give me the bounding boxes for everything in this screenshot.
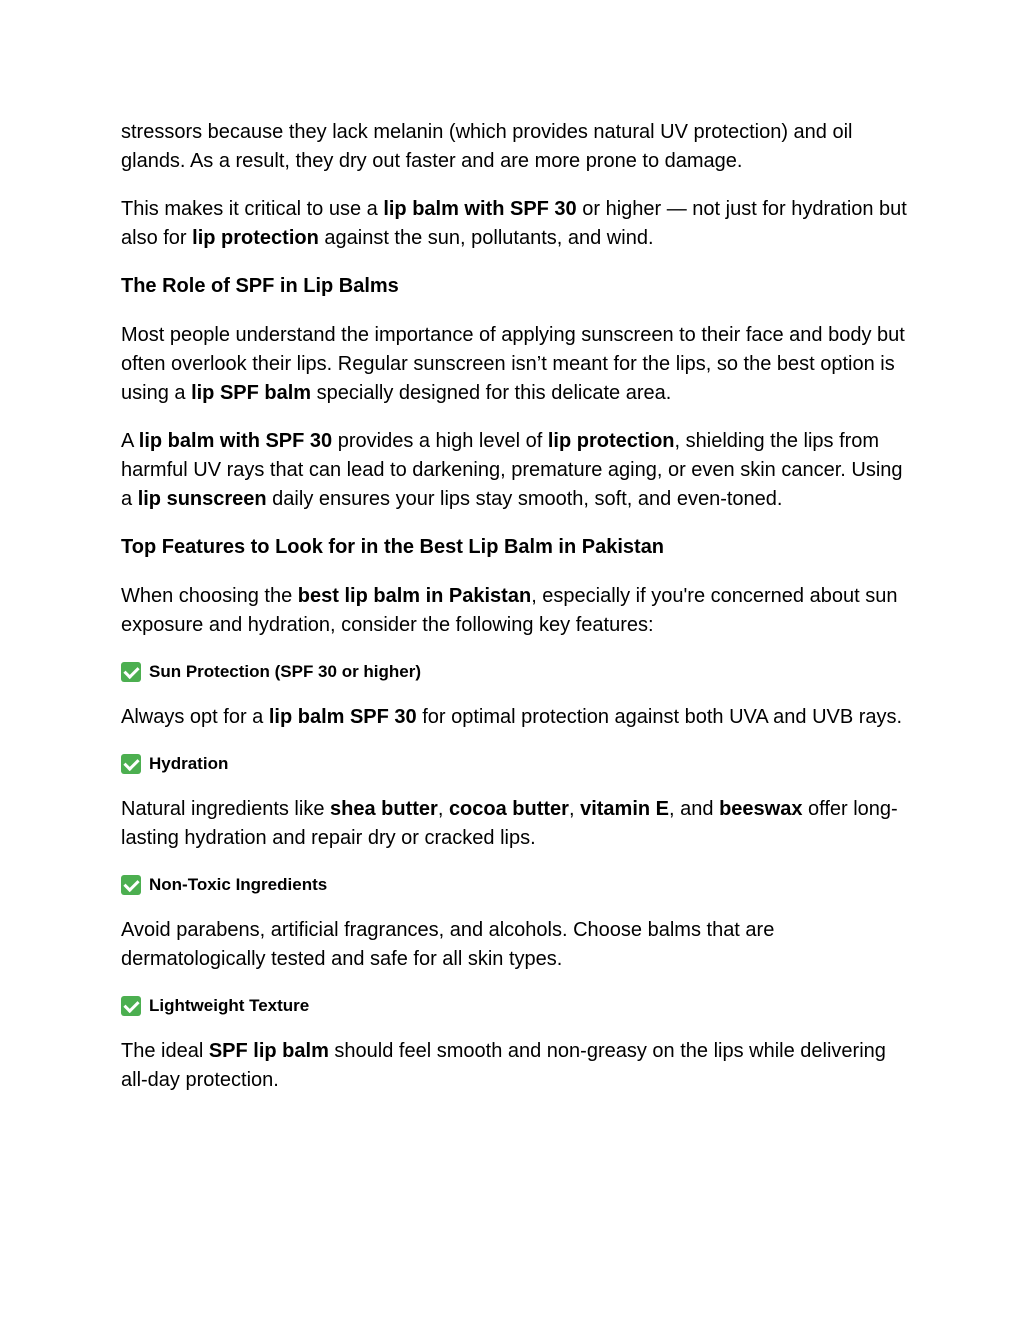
feature-heading-non-toxic — [121, 872, 911, 898]
text-run: This makes it critical to use a — [121, 198, 384, 220]
text-run: , — [568, 798, 581, 820]
section-heading-role-of-spf: The Role of SPF in Lip Balms — [121, 275, 399, 297]
text-run: The ideal — [121, 1040, 209, 1062]
paragraph-non-toxic — [121, 916, 911, 974]
feature-heading-lightweight — [121, 993, 911, 1019]
feature-title: Hydration — [149, 754, 229, 773]
text-run: When choosing the — [121, 585, 298, 607]
feature-title: Lightweight Texture — [149, 996, 310, 1015]
paragraph-lightweight — [121, 1037, 911, 1095]
bold-term: lip SPF balm — [191, 382, 312, 404]
text-run: Avoid parabens, artificial fragrances, and alcohols. Choose balms that are dermatologically tested and safe for all skin types. — [121, 919, 775, 970]
feature-heading-sun-protection — [121, 659, 911, 685]
text-run: should feel smooth and non-greasy on the lips while delivering all-day protection. — [121, 1040, 886, 1091]
bold-term: beeswax — [719, 798, 803, 820]
bold-term: lip balm SPF 30 — [268, 706, 417, 728]
text-run: Always opt for a — [121, 706, 269, 728]
bold-term: lip protection — [192, 227, 319, 249]
section-heading-top-features: Top Features to Look for in the Best Lip Balm in Pakistan — [121, 536, 665, 558]
text-run: A — [121, 430, 139, 452]
text-run: for optimal protection against both UVA and UVB rays. — [416, 706, 903, 728]
paragraph-importance-sunscreen — [121, 321, 911, 408]
check-mark-icon — [121, 754, 141, 774]
check-mark-icon — [121, 875, 141, 895]
text-run: offer long-lasting hydration and repair dry or cracked lips. — [121, 798, 898, 849]
text-run: , especially if you're concerned about sun exposure and hydration, consider the following key features: — [121, 585, 898, 636]
text-run: Natural ingredients like — [121, 798, 330, 820]
feature-title: Sun Protection (SPF 30 or higher) — [149, 662, 422, 681]
check-mark-icon — [121, 996, 141, 1016]
text-run: daily ensures your lips stay smooth, soft, and even-toned. — [266, 488, 783, 510]
bold-term: best lip balm in Pakistan — [297, 585, 532, 607]
paragraph-choosing-balm — [121, 582, 911, 640]
text-run: against the sun, pollutants, and wind. — [318, 227, 654, 249]
text-run: , shielding the lips from harmful UV rays that can lead to darkening, premature aging, or even skin cancer. Using a — [121, 430, 903, 510]
document-page — [121, 118, 911, 1114]
feature-heading-hydration — [121, 751, 911, 777]
text-run: , — [437, 798, 449, 820]
bold-term: cocoa butter — [448, 798, 569, 820]
text-run: stressors because they lack melanin (which provides natural UV protection) and oil glands. As a result, they dry out faster and are more prone to damage. — [121, 121, 853, 172]
bold-term: lip protection — [547, 430, 675, 452]
paragraph-sun-protection — [121, 703, 911, 732]
text-run: specially designed for this delicate area. — [311, 382, 672, 404]
text-run: , and — [669, 798, 720, 820]
paragraph-spf30-protection — [121, 427, 911, 514]
bold-term: SPF lip balm — [208, 1040, 329, 1062]
paragraph-critical-spf — [121, 195, 911, 253]
feature-title: Non-Toxic Ingredients — [149, 875, 328, 894]
bold-term: vitamin E — [580, 798, 670, 820]
paragraph-hydration — [121, 795, 911, 853]
check-mark-icon — [121, 662, 141, 682]
bold-term: lip sunscreen — [137, 488, 267, 510]
text-run: or higher — not just for hydration but also for — [121, 198, 907, 249]
paragraph-lips-stressors — [121, 118, 911, 176]
text-run: provides a high level of — [332, 430, 548, 452]
bold-term: shea butter — [330, 798, 438, 820]
text-run: Most people understand the importance of applying sunscreen to their face and body but often overlook their lips. Regular sunscreen isn’t meant for the lips, so the best option is using a — [121, 324, 905, 404]
bold-term: lip balm with SPF 30 — [138, 430, 333, 452]
bold-term: lip balm with SPF 30 — [383, 198, 577, 220]
